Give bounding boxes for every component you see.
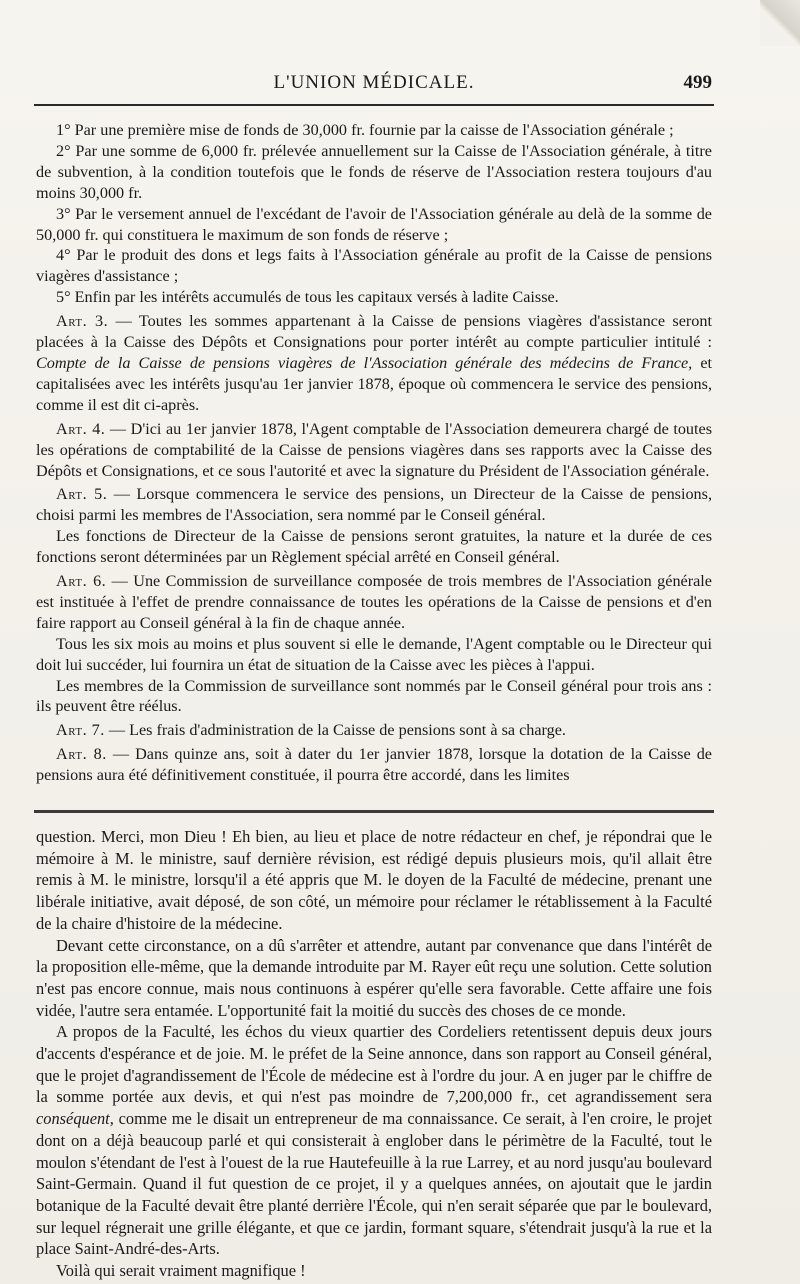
paragraph	[36, 141, 712, 204]
paragraph	[36, 1021, 712, 1260]
statutes-text	[36, 120, 712, 786]
paragraph-text: 1° Par une première mise de fonds de 30,000 fr. fournie par la caisse de l'Association générale ;	[56, 121, 674, 139]
paragraph	[36, 1260, 712, 1282]
paragraph-text: question. Merci, mon Dieu ! Eh bien, au lieu et place de notre rédacteur en chef, je répondrai que le mémoire à M. le ministre, sauf dernière révision, est rédigé depuis plusieurs mois, qu'il allait être remis à M. le ministre, lorsqu'il a été appris que M. le doyen de la Faculté de médecine, prenant une libérale initiative, avait déposé, de son côté, un mémoire pour réclamer le rétablissement à la Faculté de la chaire d'histoire de la médecine.	[36, 827, 712, 933]
page-corner-fold	[760, 0, 800, 46]
paragraph-text: — Les frais d'administration de la Caisse de pensions sont à sa charge.	[104, 721, 566, 740]
article-label: Art. 7.	[56, 721, 105, 740]
header-rule	[34, 104, 714, 106]
section-divider	[34, 810, 714, 813]
paragraph	[36, 204, 712, 246]
paragraph-text: Les fonctions de Directeur de la Caisse de pensions seront gratuites, la nature et la durée de ces fonctions seront déterminées par un Règlement spécial arrêté en Conseil général.	[36, 527, 712, 567]
feuilleton-text	[36, 826, 712, 1282]
paragraph-text-continued: comme me le disait un entrepreneur de ma connaissance. Ce serait, à l'en croire, le projet dont on a déjà beaucoup parlé et qui consisterait à englober dans le périmètre de la Faculté, tout le moulon s'étendant de l'est à l'ouest de la rue Hautefeuille à la rue Larrey, et au nord jusqu'au boulevard Saint-Germain. Quand il fut question de ce projet, il y a quelques années, on ajoutait que le jardin botanique de la Faculté devait être planté derrière l'École, qui n'en serait séparée que par le boulevard, sur lequel régnerait une grille élégante, et que ce jardin, formant square, s'étendrait jusqu'à la rue et la place Saint-André-des-Arts.	[36, 1109, 712, 1259]
paragraph	[36, 744, 712, 786]
article-label: Art. 3.	[56, 312, 109, 331]
paragraph	[36, 826, 712, 935]
paragraph-text: 3° Par le versement annuel de l'excédant de l'avoir de l'Association générale au delà de la somme de 50,000 fr. qui constituera le maximum de son fonds de réserve ;	[36, 204, 712, 244]
paragraph-text: — Une Commission de surveillance composée de trois membres de l'Association générale est instituée à l'effet de prendre connaissance de toutes les opérations de la Caisse de pensions et d'en faire rapport au Conseil général à la fin de chaque année.	[36, 572, 712, 632]
article-label: Art. 4.	[56, 419, 106, 438]
paragraph-text: — D'ici au 1er janvier 1878, l'Agent comptable de l'Association demeurera chargé de toutes les opérations de comptabilité de la Caisse de pensions viagères dans ses rapports avec la Caisse des Dépôts et Consignations, et ce sous l'autorité et avec la signature du Président de l'Association générale.	[36, 419, 713, 480]
paragraph	[36, 634, 712, 676]
running-title: L'UNION MÉDICALE.	[273, 72, 475, 93]
paragraph-text: 5° Enfin par les intérêts accumulés de tous les capitaux versés à ladite Caisse.	[56, 288, 559, 307]
paragraph	[36, 935, 712, 1022]
page-header	[36, 72, 712, 98]
paragraph-text: Voilà qui serait vraiment magnifique !	[56, 1261, 306, 1281]
article-label: Art. 6.	[56, 572, 107, 591]
article-label: Art. 8.	[56, 745, 107, 764]
italic-text: conséquent,	[36, 1109, 114, 1129]
paragraph	[36, 311, 712, 416]
paragraph-text: 4° Par le produit des dons et legs faits à l'Association générale au profit de la Caisse de pensions viagères d'assistance ;	[36, 246, 712, 286]
paragraph	[36, 120, 712, 141]
italic-text: Compte de la Caisse de pensions viagères de l'Association générale des médecins de France,	[36, 353, 693, 372]
paragraph-text-continued: et capitalisées avec les intérêts jusqu'au 1er janvier 1878, époque où commencera le service des pensions, comme il est dit ci-après.	[36, 353, 713, 414]
paragraph	[36, 571, 712, 634]
paragraph	[36, 720, 712, 741]
paragraph	[36, 676, 712, 718]
paragraph-text: — Toutes les sommes appartenant à la Caisse de pensions viagères d'assistance seront placées à la Caisse des Dépôts et Consignations pour porter intérêt au compte particulier intitulé :	[36, 312, 712, 352]
paragraph-text: Les membres de la Commission de surveillance sont nommés par le Conseil général pour trois ans : ils peuvent être réélus.	[36, 676, 712, 716]
paragraph-text: Devant cette circonstance, on a dû s'arrêter et attendre, autant par convenance que dans l'intérêt de la proposition elle-même, que la demande introduite par M. Rayer eût reçu une solution. Cette solution n'est pas encore connue, mais nous continuons à espérer qu'elle sera favorable. Cette affaire une fois vidée, l'autre sera entamée. L'opportunité fait la moitié du succès des choses de ce monde.	[36, 935, 712, 1020]
article-label: Art. 5.	[56, 485, 108, 504]
paragraph	[36, 484, 712, 526]
paragraph-text: A propos de la Faculté, les échos du vieux quartier des Cordeliers retentissent depuis deux jours d'accents d'espérance et de joie. M. le préfet de la Seine annonce, dans son rapport au Conseil général, que le projet d'agrandissement de l'École de médecine est à l'ordre du jour. A en juger par le chiffre de la somme portée aux devis, et qui n'est pas moindre de 7,200,000 fr., cet agrandissement sera	[36, 1022, 712, 1107]
paragraph	[36, 526, 712, 568]
paragraph-text: — Dans quinze ans, soit à dater du 1er janvier 1878, lorsque la dotation de la Caisse de pensions aura été définitivement constituée, il pourra être accordé, dans les limites	[36, 745, 712, 785]
paragraph-text: 2° Par une somme de 6,000 fr. prélevée annuellement sur la Caisse de l'Association générale, à titre de subvention, à la condition toutefois que le fonds de réserve de l'Association restera toujours d'au moins 30,000 fr.	[36, 141, 712, 202]
paragraph	[36, 419, 712, 482]
paragraph-text: Tous les six mois au moins et plus souvent si elle le demande, l'Agent comptable ou le Directeur qui doit lui succéder, lui fournira un état de situation de la Caisse avec les pièces à l'appui.	[36, 634, 712, 674]
page-number: 499	[683, 72, 712, 93]
paragraph	[36, 245, 712, 287]
paragraph-text: — Lorsque commencera le service des pensions, un Directeur de la Caisse de pensions, choisi parmi les membres de l'Association, sera nommé par le Conseil général.	[36, 485, 712, 525]
paragraph	[36, 287, 712, 308]
